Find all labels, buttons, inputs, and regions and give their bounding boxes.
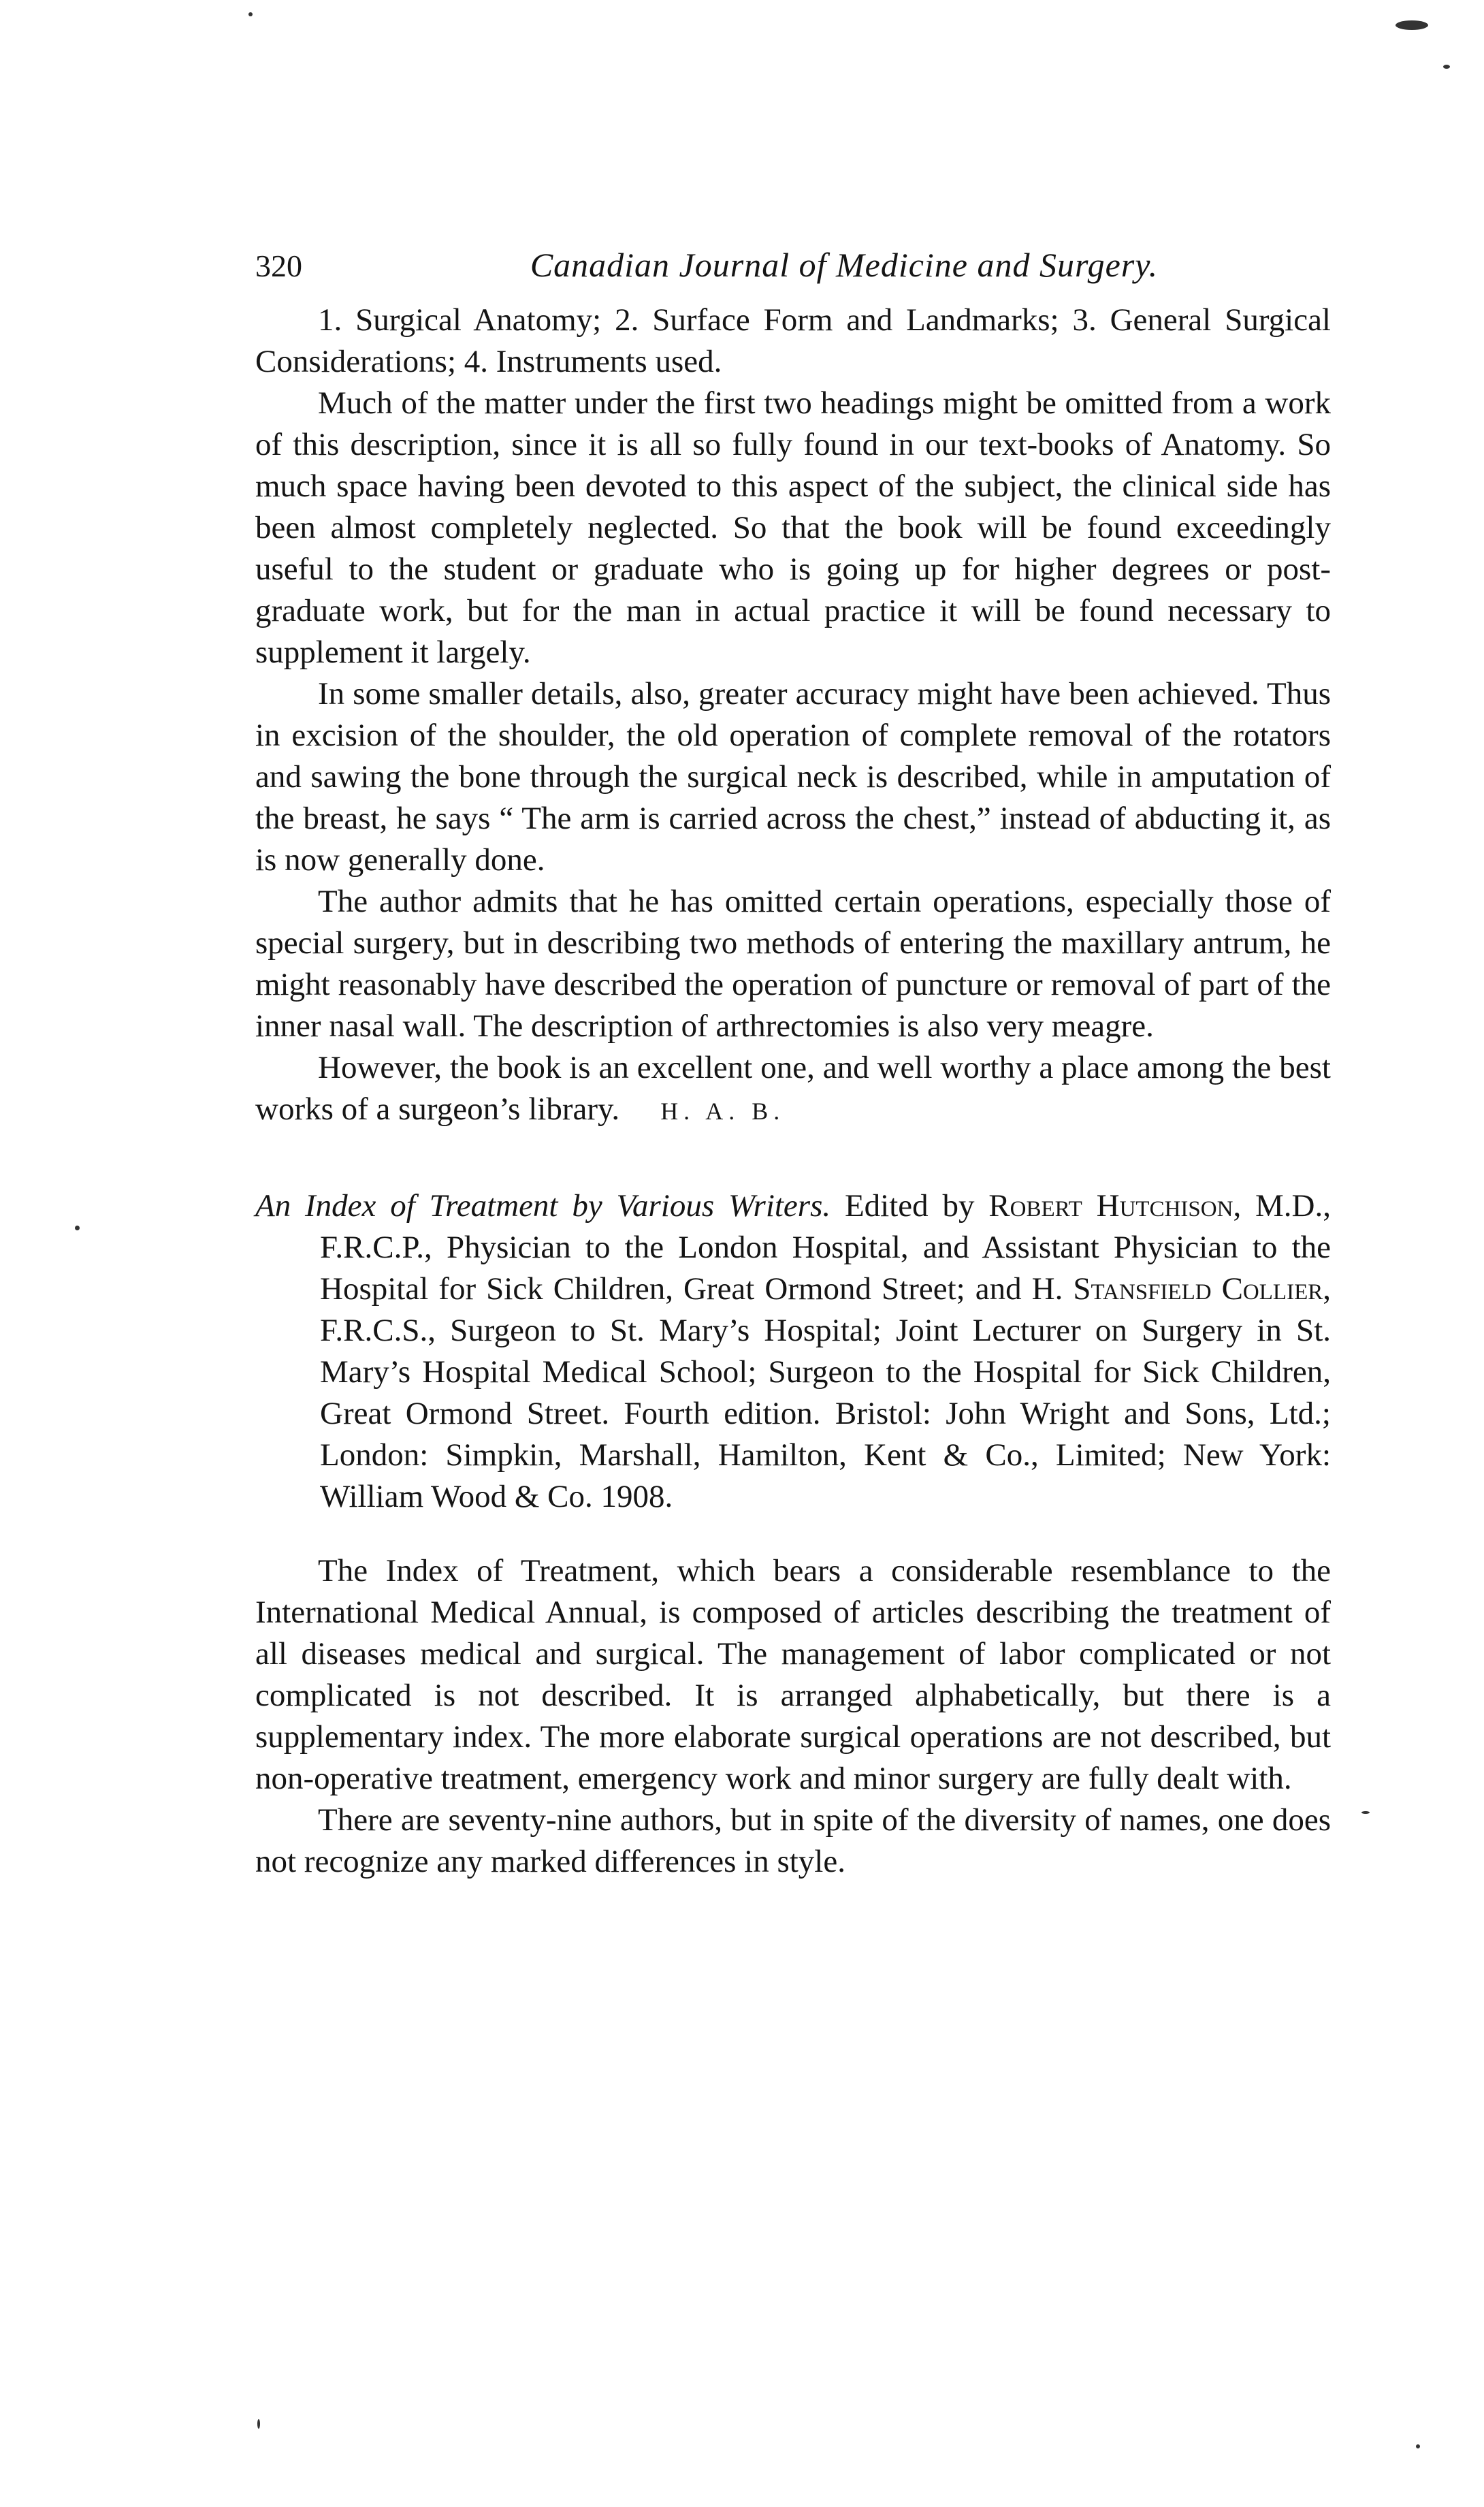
paragraph: In some smaller details, also, greater accuracy might have been achieved. Thus in excision of the shoulder, the old operation of complete removal of the rotators and sawing the bone through the surgical neck is described, while in amputation of the breast, he says “ The arm is carried across the chest,” instead of abducting it, as is now generally done. — [255, 676, 1331, 878]
scan-speck — [1396, 20, 1428, 30]
scan-speck — [1443, 65, 1450, 69]
text-column — [255, 245, 1331, 1883]
book-title: An Index of Treatment by Various Writers. — [255, 1188, 831, 1224]
closing-text: However, the book is an excellent one, and well worthy a place among the best works of a surgeon’s library. — [255, 1050, 1331, 1127]
paragraph: There are seventy-nine authors, but in spite of the diversity of names, one does not recognize any marked differences in style. — [255, 1802, 1331, 1879]
paragraph: Much of the matter under the first two headings might be omitted from a work of this description, since it is all so fully found in our text-books of Anatomy. So much space having been devoted to this aspect of the subject, the clinical side has been almost completely neglected. So that the book will be found exceedingly useful to the student or graduate who is going up for higher degrees or post-graduate work, but for the man in actual practice it will be found necessary to supplement it largely. — [255, 385, 1331, 670]
scan-speck — [248, 12, 253, 16]
editor-details: , M.D., F.R.C.P., Physician to the London Hospital, and Assistant Physician to the Hospital for Sick Children, Great Ormond Street; and — [320, 1188, 1331, 1307]
closing-paragraph — [255, 1047, 1331, 1132]
paragraph: The author admits that he has omitted certain operations, especially those of special surgery, but in describing two methods of entering the maxillary antrum, he might reasonably have described the operation of puncture or removal of part of the inner nasal wall. The description of arthrectomies is also very meagre. — [255, 884, 1331, 1044]
review-continuation — [255, 300, 1331, 1132]
scan-speck — [75, 1226, 80, 1230]
editor-name: Robert Hutchison — [988, 1188, 1233, 1224]
editor-details: , F.R.C.S., Surgeon to St. Mary’s Hospital; Joint Lecturer on Surgery in St. Mary’s Hospital Medical School; Surgeon to the Hospital for Sick Children, Great Ormond Street. Fourth edition. Bristol: John Wright and Sons, Ltd.; London: Simpkin, Marshall, Hamilton, Kent & Co., Limited; New York: William Wood & Co. 1908. — [320, 1271, 1331, 1514]
editor-name: H. Stansfield Collier — [1031, 1271, 1323, 1307]
paragraph: The Index of Treatment, which bears a considerable resemblance to the International Medical Annual, is composed of articles describing the treatment of all diseases medical and surgical. The management of labor complicated or not complicated is not described. It is arranged alphabetically, but there is a supplementary index. The more elaborate surgical operations are not described, but non-operative treatment, emergency work and minor surgery are fully dealt with. — [255, 1553, 1331, 1796]
journal-title: Canadian Journal of Medicine and Surgery. — [530, 246, 1159, 284]
review-body — [255, 1550, 1331, 1883]
reviewer-signature: H. A. B. — [660, 1098, 786, 1125]
scan-speck — [1416, 2444, 1420, 2448]
paragraph: 1. Surgical Anatomy; 2. Surface Form and Landmarks; 3. General Surgical Considerations; 4. Instruments used. — [255, 302, 1331, 379]
review-header — [255, 1185, 1331, 1518]
scan-speck — [1361, 1811, 1370, 1814]
running-head — [255, 245, 1331, 300]
page-number: 320 — [255, 249, 302, 283]
scan-speck — [257, 2419, 260, 2429]
edited-by: Edited by — [844, 1188, 975, 1224]
